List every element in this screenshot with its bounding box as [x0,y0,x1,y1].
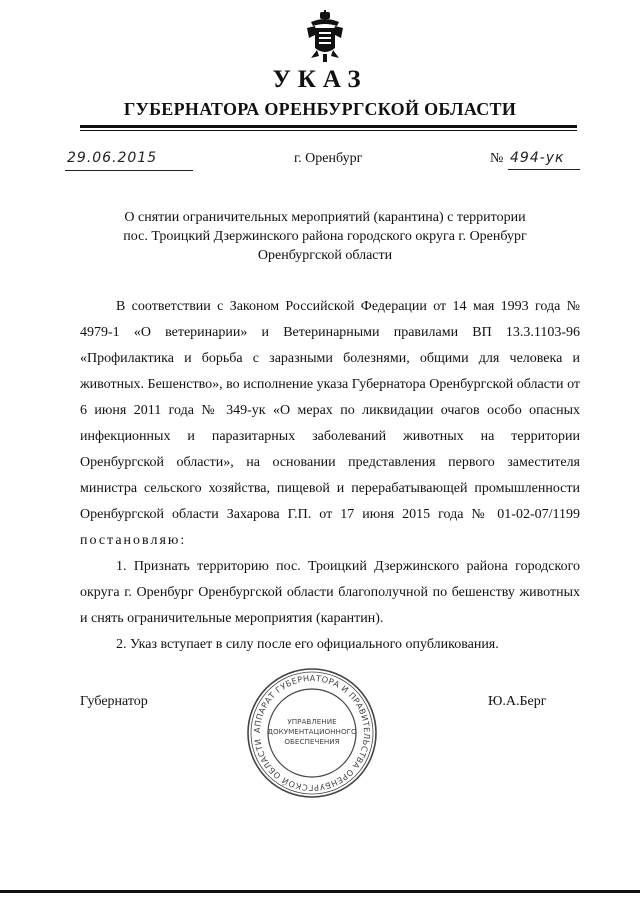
coat-of-arms-icon [303,10,347,64]
document-date: 29.06.2015 [67,150,158,166]
stamp-ring-text: АППАРАТ ГУБЕРНАТОРА И ПРАВИТЕЛЬСТВА ОРЕНБУРГСКОЙ ОБЛАСТИ [251,672,373,794]
preamble-verb: постановляю: [80,533,187,548]
date-underline [65,170,193,171]
stamp-line: ОБЕСПЕЧЕНИЯ [284,737,340,746]
preamble-paragraph [80,294,580,554]
signatory-name: Ю.А.Берг [488,694,547,709]
header-divider [80,125,577,128]
document-city: г. Оренбург [294,151,363,166]
document-number: 494-ук [510,150,565,166]
number-prefix: № [490,151,504,166]
subject-line: пос. Троицкий Дзержинского района городского округа г. Оренбург [123,229,527,244]
document-title: УКАЗ [272,66,368,93]
decree-item: 1. Признать территорию пос. Троицкий Дзержинского района городского округа г. Оренбург Оренбургской области благополучной по бешенству животных и снять ограничительные мероприятия (карантин). [80,559,580,626]
signatory-title: Губернатор [80,694,148,709]
subject-line: Оренбургской области [257,248,393,263]
document-subtitle: ГУБЕРНАТОРА ОРЕНБУРГСКОЙ ОБЛАСТИ [123,99,517,119]
subject-line: О снятии ограничительных мероприятий (карантина) с территории [124,210,526,225]
number-underline [508,169,580,170]
document-body [80,294,580,658]
footer-rule [0,890,640,893]
stamp-line: ДОКУМЕНТАЦИОННОГО [267,727,357,736]
header-divider-thin [80,130,577,131]
stamp-line: УПРАВЛЕНИЕ [287,717,337,726]
official-stamp [246,667,378,799]
document-subject [80,208,570,265]
preamble-text: В соответствии с Законом Российской Федерации от 14 мая 1993 года № 4979-1 «О ветеринарии» и Ветеринарными правилами ВП 13.3.1103-96 «Профилактика и борьба с заразными болезнями, общими для человека и животных. Бешенство», во исполнение указа Губернатора Оренбургской области от 6 июня 2011 года № 349-ук «О мерах по ликвидации очагов особо опасных инфекционных и паразитарных заболеваний животных на территории Оренбургской области», на основании представления первого заместителя министра сельского хозяйства, пищевой и перерабатывающей промышленности Оренбургской области Захарова Г.П. от 17 июня 2015 года № 01-02-07/1199 [80,299,580,522]
decree-item: 2. Указ вступает в силу после его официального опубликования. [116,637,499,652]
